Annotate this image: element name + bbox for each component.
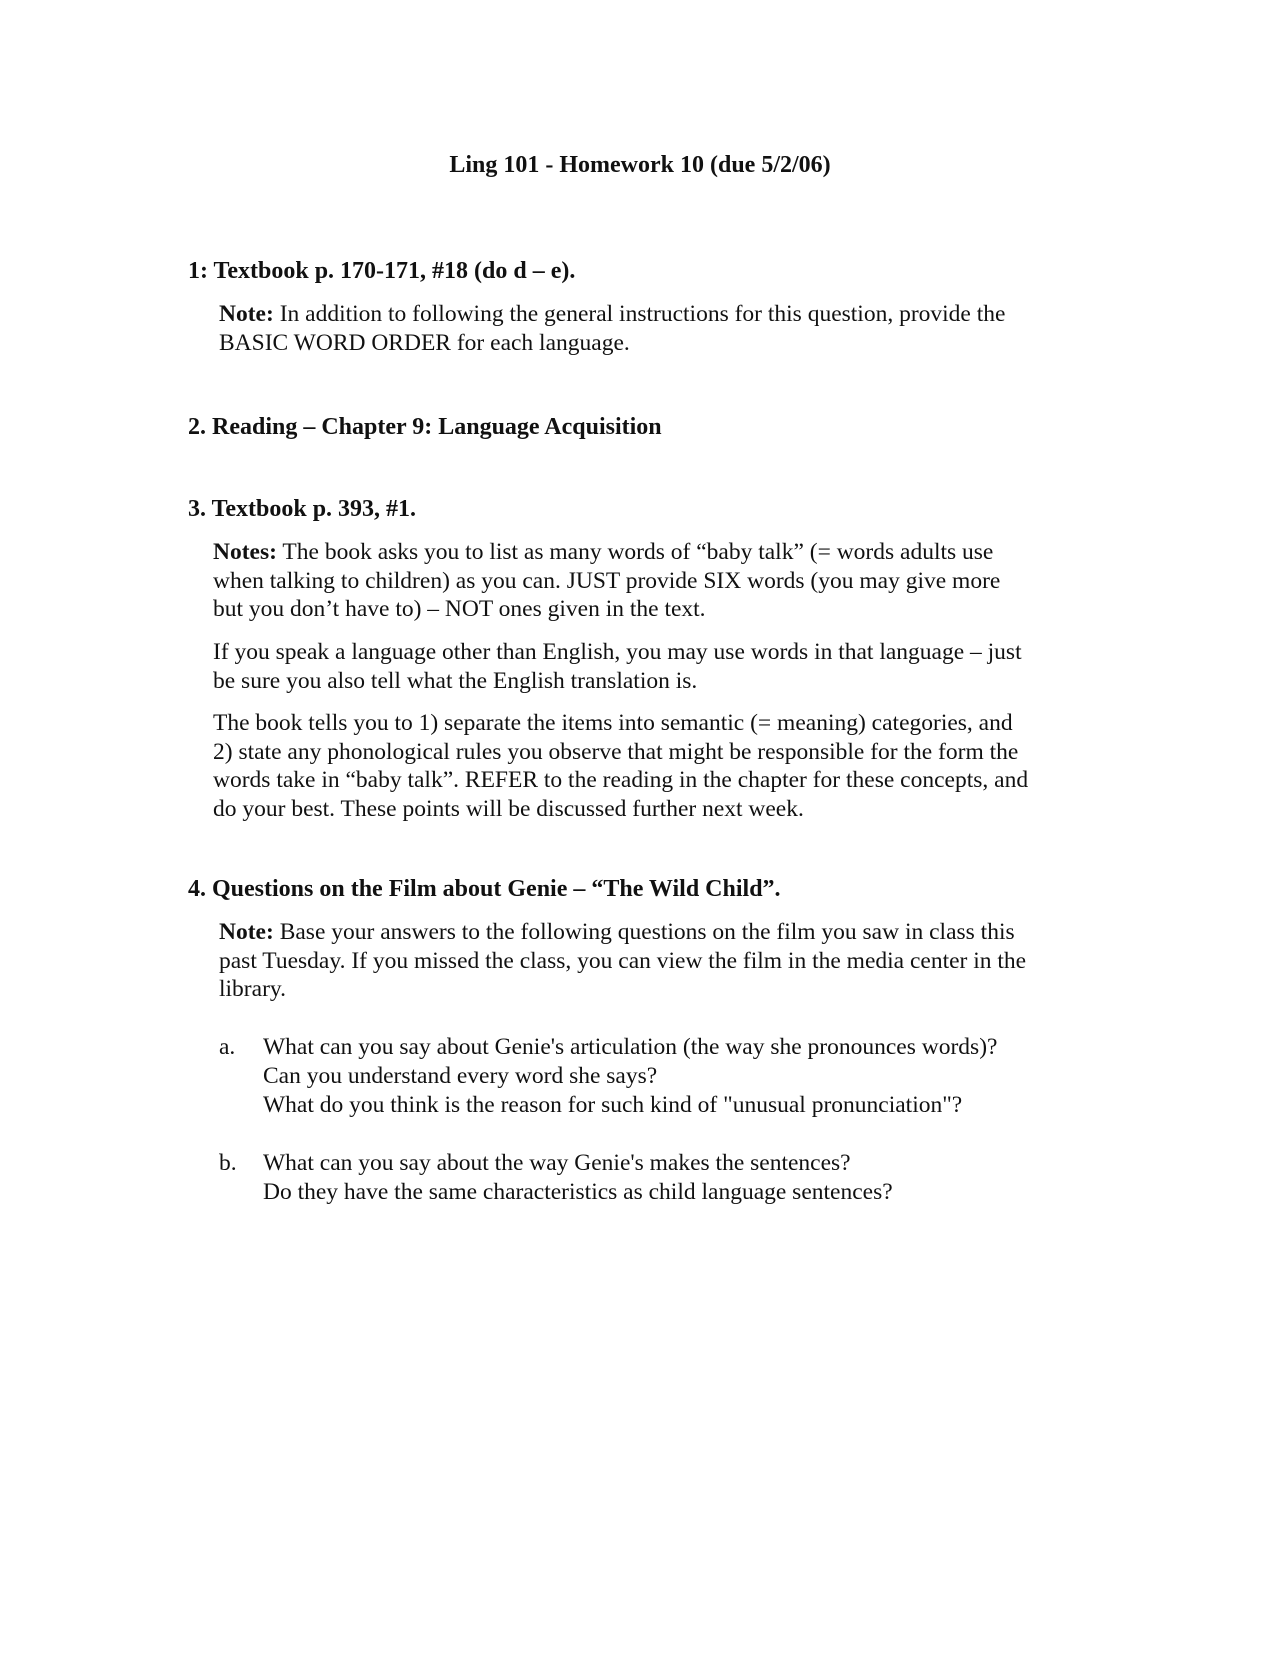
section-3-paragraph-3: The book tells you to 1) separate the items into semantic (= meaning) categories, and 2) state any phonological rules you observe that might be responsible for the form the words take in “baby talk”. REFER to the reading in the chapter for these concepts, and do your best. These points will be discussed further next week. bbox=[213, 710, 1029, 822]
question-text: What can you say about the way Genie's makes the sentences? Do they have the same characteristics as child language sentences? bbox=[263, 1150, 893, 1205]
section-3-heading: 3. Textbook p. 393, #1. bbox=[188, 496, 417, 522]
question-letter: b. bbox=[219, 1150, 237, 1176]
section-1-heading: 1: Textbook p. 170-171, #18 (do d – e). bbox=[188, 258, 576, 284]
section-3-paragraph-2: If you speak a language other than English, you may use words in that language – just be sure you also tell what the English translation is. bbox=[213, 639, 1022, 694]
note-lead: Note: bbox=[219, 919, 274, 945]
note-lead: Note: bbox=[219, 301, 274, 327]
notes-lead: Notes: bbox=[213, 539, 277, 565]
section-1-note bbox=[219, 300, 1005, 357]
page-title: Ling 101 - Homework 10 (due 5/2/06) bbox=[449, 152, 831, 178]
question-text: What can you say about Genie's articulation (the way she pronounces words)? Can you understand every word she says? What do you think is the reason for such kind of "unusual pronunciation"? bbox=[263, 1034, 998, 1118]
notes-text: The book asks you to list as many words of “baby talk” (= words adults use when talking to children) as you can. JUST provide SIX words (you may give more but you don’t have to) – NOT ones given in the text. bbox=[213, 539, 1001, 622]
question-letter: a. bbox=[219, 1034, 236, 1060]
section-4-heading: 4. Questions on the Film about Genie – “The Wild Child”. bbox=[188, 876, 781, 902]
note-text: Base your answers to the following questions on the film you saw in class this past Tuesday. If you missed the class, you can view the film in the media center in the library. bbox=[219, 919, 1027, 1002]
section-2-heading: 2. Reading – Chapter 9: Language Acquisition bbox=[188, 414, 662, 440]
note-text: In addition to following the general instructions for this question, provide the BASIC WORD ORDER for each language. bbox=[219, 301, 1006, 356]
section-4-note bbox=[219, 918, 1026, 1004]
section-3-notes bbox=[213, 538, 1000, 624]
